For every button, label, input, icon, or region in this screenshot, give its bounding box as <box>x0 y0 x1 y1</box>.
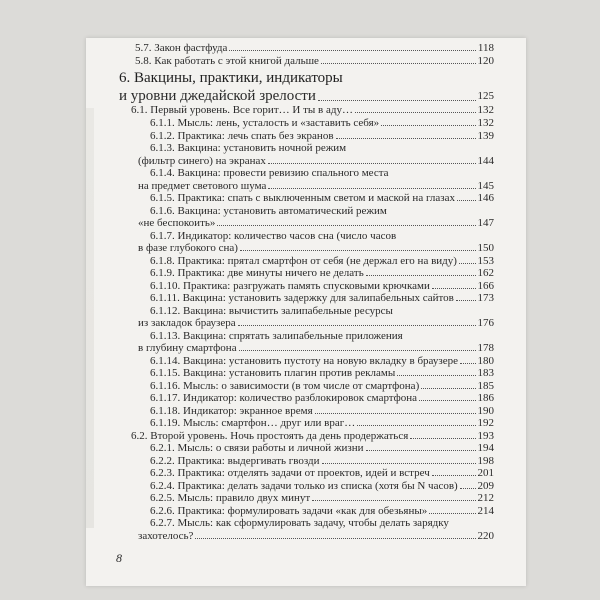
toc-chapter-6[interactable] <box>119 88 494 104</box>
toc-entry-page: 201 <box>477 467 494 479</box>
toc-entry[interactable] <box>138 530 494 542</box>
toc-entry-page: 166 <box>477 279 494 292</box>
toc-entry[interactable] <box>150 392 494 404</box>
toc-entry[interactable] <box>150 267 494 279</box>
leader-dots <box>460 363 476 364</box>
book-page <box>86 38 526 586</box>
toc-entry-title: 6.2.1. Мысль: о связи работы и личной жизни <box>150 442 364 454</box>
toc-entry-page: 144 <box>477 154 494 167</box>
toc-entry-title: 6.1.9. Практика: две минуты ничего не делать <box>150 267 364 279</box>
toc-entry[interactable] <box>150 505 494 517</box>
toc-entry[interactable] <box>150 467 494 479</box>
section-page: 193 <box>477 429 494 442</box>
toc-entry-title: 6.1.19. Мысль: смартфон… друг или враг… <box>150 417 356 429</box>
toc-entry-title: 6.1.5. Практика: спать с выключенным светом и маской на глазах <box>150 192 456 204</box>
chapter-page: 125 <box>477 90 494 102</box>
toc-entry-page: 150 <box>477 242 494 254</box>
leader-dots <box>322 463 476 464</box>
toc-entry[interactable] <box>138 317 494 329</box>
leader-dots <box>457 200 475 201</box>
toc-entry[interactable] <box>150 455 494 467</box>
toc-entry-page: 132 <box>477 117 494 129</box>
leader-dots <box>321 63 476 64</box>
toc-entry-title: 6.2.5. Мысль: правило двух минут <box>150 492 311 504</box>
toc-entry-page: 220 <box>477 529 494 542</box>
toc-entry-page: 176 <box>477 317 494 329</box>
toc-entry-title-line: 6.2.7. Мысль: как сформулировать задачу, чтобы делать зарядку <box>150 517 449 529</box>
toc-entry[interactable] <box>150 255 494 267</box>
leader-dots <box>410 438 475 439</box>
leader-dots <box>238 325 476 326</box>
leader-dots <box>429 513 475 514</box>
leader-dots <box>460 488 476 489</box>
leader-dots <box>381 125 475 126</box>
toc-entry[interactable] <box>150 192 494 204</box>
toc-entry-title: 6.2.3. Практика: отделять задачи от проектов, идей и встреч <box>150 467 430 479</box>
leader-dots <box>456 300 476 301</box>
toc-entry-5-7[interactable] <box>135 42 494 54</box>
leader-dots <box>366 275 476 276</box>
section-title: 6.2. Второй уровень. Ночь простоять да день продержаться <box>131 429 409 442</box>
leader-dots <box>268 163 476 164</box>
toc-entry-title-line: 6.1.12. Вакцина: вычистить залипабельные ресурсы <box>150 304 393 317</box>
toc-entry[interactable] <box>150 280 494 292</box>
toc-entry-title: 6.1.14. Вакцина: установить пустоту на новую вкладку в браузере <box>150 354 458 367</box>
toc-entry[interactable] <box>150 442 494 454</box>
toc-entry-page: 162 <box>477 267 494 279</box>
toc-entry-page: 180 <box>477 354 494 367</box>
toc-entry[interactable] <box>138 217 494 229</box>
toc-entry[interactable] <box>150 355 494 367</box>
toc-entry-page: 185 <box>477 379 494 392</box>
toc-section-6-2[interactable] <box>131 430 494 442</box>
toc-entry[interactable] <box>150 492 494 504</box>
toc-entry-title-line: 6.1.13. Вакцина: спрятать залипабельные приложения <box>150 329 403 342</box>
toc-entry-page: 183 <box>477 367 494 379</box>
toc-entry-title: захотелось? <box>138 529 194 542</box>
leader-dots <box>357 425 475 426</box>
toc-entry-title-line: 6.1.4. Вакцина: провести ревизию спального места <box>150 167 389 179</box>
toc-entry-title-line: 6.1.6. Вакцина: установить автоматический режим <box>150 204 387 217</box>
toc-entry-title: 6.1.1. Мысль: лень, усталость и «заставить себя» <box>150 117 380 129</box>
toc-entry-title: «не беспокоить» <box>138 217 216 229</box>
toc-entry-page: 212 <box>477 492 494 504</box>
leader-dots <box>432 288 476 289</box>
leader-dots <box>366 450 476 451</box>
leader-dots <box>397 375 475 376</box>
toc-entry-page: 186 <box>477 392 494 404</box>
toc-entry-title: 6.1.8. Практика: прятал смартфон от себя (не держал его на виду) <box>150 254 457 267</box>
leader-dots <box>336 138 476 139</box>
toc-entry-title: на предмет светового шума <box>138 179 267 192</box>
toc-entry-title: (фильтр синего) на экранах <box>138 154 266 167</box>
toc-entry-title: 6.1.16. Мысль: о зависимости (в том числе от смартфона) <box>150 379 420 392</box>
toc-entry-5-8[interactable] <box>135 55 494 67</box>
toc-entry-title: 6.1.2. Практика: лечь спать без экранов <box>150 129 334 142</box>
toc-entry-page: 146 <box>477 192 494 204</box>
chapter-title-line-2: и уровни джедайской зрелости <box>119 88 316 104</box>
section-page: 132 <box>477 104 494 116</box>
leader-dots <box>419 400 475 401</box>
leader-dots <box>355 112 476 113</box>
leader-dots <box>315 413 476 414</box>
toc-entry-page: 139 <box>477 129 494 142</box>
toc-entry-title: 6.1.10. Практика: разгружать память спусковыми крючками <box>150 279 430 292</box>
table-of-contents <box>86 38 526 586</box>
toc-entry[interactable] <box>138 342 494 354</box>
toc-entry-title: 5.7. Закон фастфуда <box>135 42 228 54</box>
toc-entry[interactable] <box>150 130 494 142</box>
toc-entry-page: 178 <box>477 342 494 354</box>
toc-entry-title: 6.1.11. Вакцина: установить задержку для залипабельных сайтов <box>150 292 454 304</box>
leader-dots <box>432 475 476 476</box>
toc-entry-title: 5.8. Как работать с этой книгой дальше <box>135 55 319 67</box>
leader-dots <box>459 263 476 264</box>
page-number: 8 <box>116 551 122 565</box>
toc-entry-title: из закладок браузера <box>138 317 236 329</box>
toc-entry-page: 147 <box>477 217 494 229</box>
toc-entry-page: 145 <box>477 179 494 192</box>
section-title: 6.1. Первый уровень. Все горит… И ты в аду… <box>131 104 353 116</box>
toc-entry-title: 6.1.15. Вакцина: установить плагин против рекламы <box>150 367 396 379</box>
toc-entry-title: 6.2.6. Практика: формулировать задачи «как для обезьяны» <box>150 504 428 517</box>
toc-entry-page: 118 <box>477 42 494 54</box>
toc-entry-page: 173 <box>477 292 494 304</box>
toc-entry[interactable] <box>150 417 494 429</box>
leader-dots <box>239 350 476 351</box>
toc-entry-title: 6.1.18. Индикатор: экранное время <box>150 404 313 417</box>
leader-dots <box>217 225 475 226</box>
toc-entry-page: 209 <box>477 479 494 492</box>
leader-dots <box>240 250 476 251</box>
toc-section-6-1[interactable] <box>131 104 494 116</box>
toc-entry-title-line: 6.1.7. Индикатор: количество часов сна (число часов <box>150 229 397 242</box>
toc-entry-page: 214 <box>477 504 494 517</box>
toc-entry[interactable] <box>150 117 494 129</box>
toc-entry-page: 192 <box>477 417 494 429</box>
leader-dots <box>268 188 475 189</box>
toc-entry-page: 198 <box>477 454 494 467</box>
leader-dots <box>195 538 475 539</box>
toc-entry[interactable] <box>150 405 494 417</box>
toc-entry-title-line: 6.1.3. Вакцина: установить ночной режим <box>150 142 347 154</box>
leader-dots <box>312 500 475 501</box>
toc-entry-page: 190 <box>477 404 494 417</box>
toc-entry-title: 6.2.4. Практика: делать задачи только из списка (хотя бы N часов) <box>150 479 458 492</box>
toc-entry-title: в фазе глубокого сна) <box>138 242 238 254</box>
toc-entry[interactable] <box>150 480 494 492</box>
toc-entry-title: в глубину смартфона <box>138 342 237 354</box>
chapter-title-line-1: 6. Вакцины, практики, индикаторы <box>119 70 343 86</box>
leader-dots <box>229 50 476 51</box>
toc-entry[interactable] <box>150 367 494 379</box>
toc-entry[interactable] <box>150 380 494 392</box>
toc-entry-page: 153 <box>477 254 494 267</box>
toc-entry[interactable] <box>138 180 494 192</box>
toc-entry-title: 6.2.2. Практика: выдергивать гвозди <box>150 454 320 467</box>
leader-dots <box>318 100 476 101</box>
toc-entry[interactable] <box>138 242 494 254</box>
toc-entry-title: 6.1.17. Индикатор: количество разблокировок смартфона <box>150 392 418 404</box>
toc-entry[interactable] <box>138 155 494 167</box>
toc-entry-page: 120 <box>477 55 494 67</box>
toc-entry[interactable] <box>150 292 494 304</box>
toc-entry-page: 194 <box>477 442 494 454</box>
leader-dots <box>421 388 475 389</box>
